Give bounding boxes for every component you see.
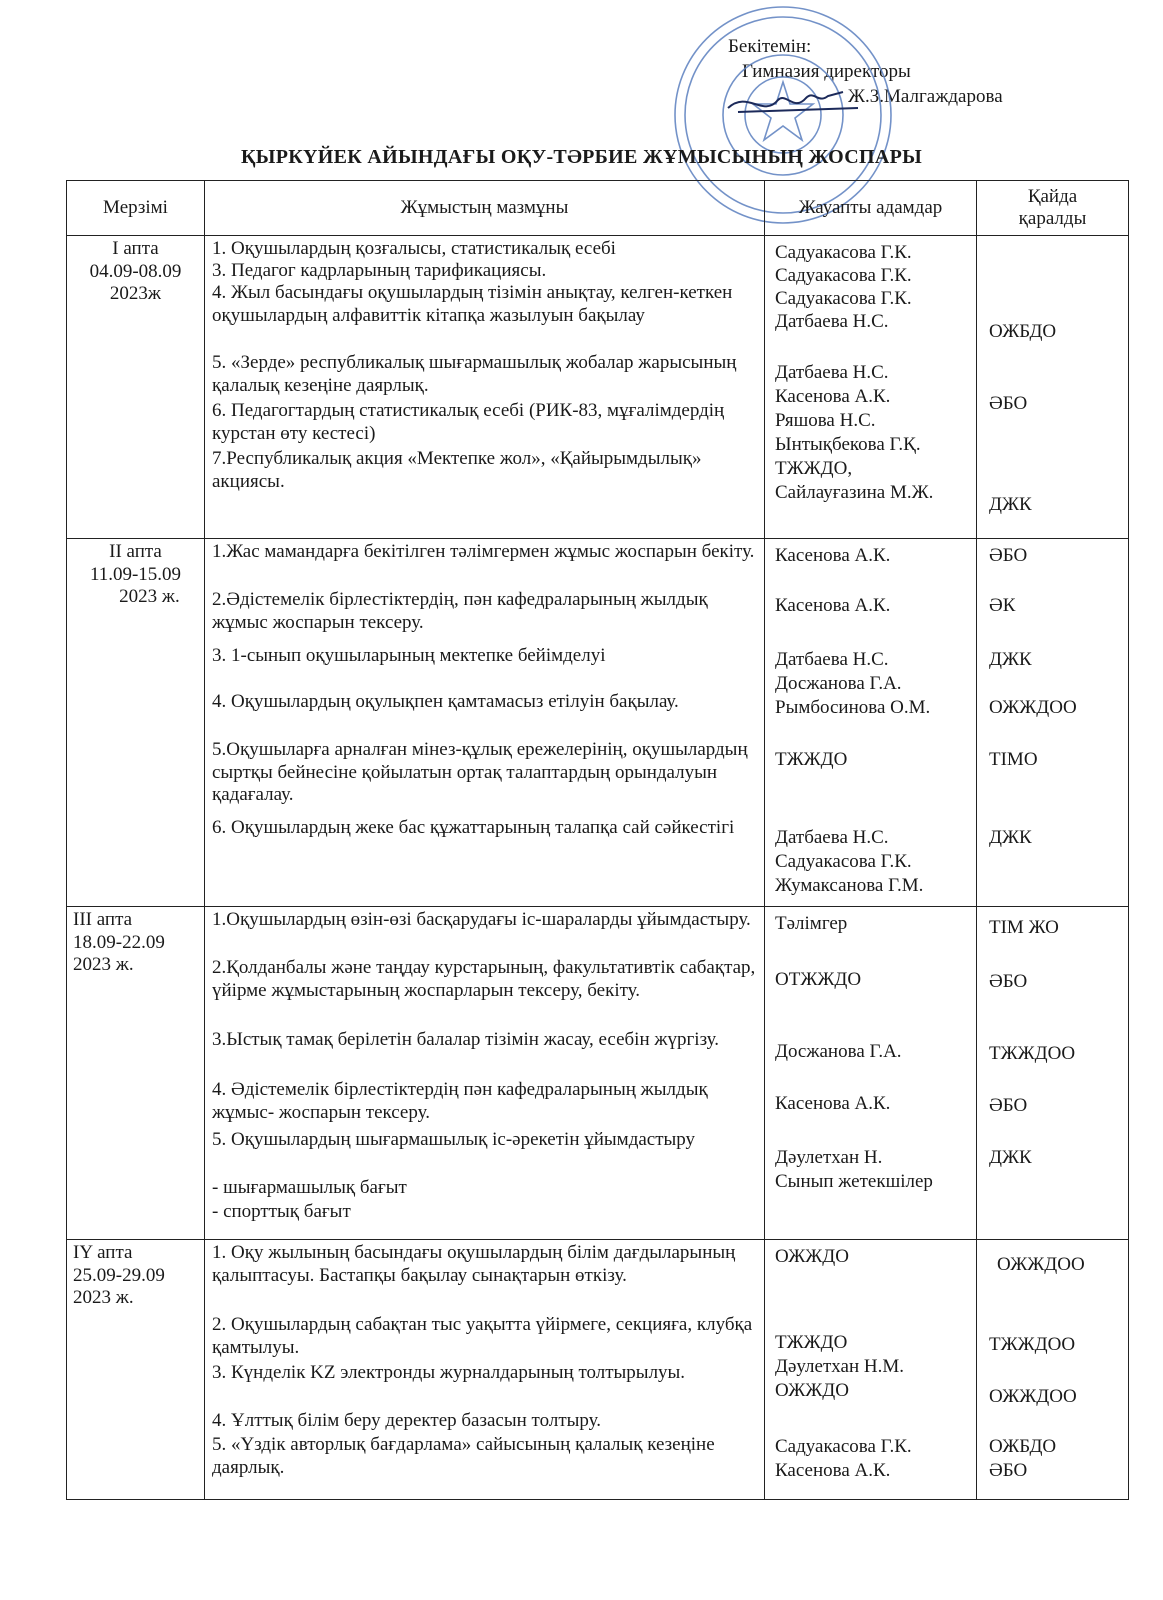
plan-item: 1.Оқушылардың өзін-өзі басқарудағы іс-шараларды ұйымдастыру. (212, 909, 751, 930)
week-content (205, 539, 765, 907)
responsible-person: Ынтықбекова Г.Қ. (775, 434, 921, 455)
week-label: ІІІ апта (73, 909, 133, 930)
week-label: ІY апта (73, 1242, 133, 1263)
review-body: ДЖК (989, 494, 1032, 515)
responsible-person: ТЖЖДО, (775, 458, 853, 479)
table-row (67, 1240, 1129, 1500)
review-body: ОЖЖДОО (997, 1254, 1085, 1275)
week-dates: 25.09-29.09 (73, 1264, 165, 1286)
approval-line-3: Ж.З.Малгаждарова (848, 86, 1003, 107)
review-body: ТЖЖДОО (989, 1043, 1076, 1064)
header-content: Жұмыстың мазмұны (205, 181, 765, 236)
plan-item: 4. Оқушылардың оқулықпен қамтамасыз етілуін бақылау. (212, 691, 679, 712)
plan-item: 4. Жыл басындағы оқушылардың тізімін анықтау, келген-кеткен оқушылардың алфавиттік кітапқа жазылуын бақылау (212, 282, 733, 326)
table-row (67, 539, 1129, 907)
responsible-person: Садуакасова Г.К. (775, 242, 912, 263)
week-responsible (765, 907, 977, 1240)
week-period (67, 1240, 205, 1500)
responsible-person: ТЖЖДО (775, 1332, 848, 1353)
week-period (67, 236, 205, 539)
table-header-row (67, 181, 1129, 236)
responsible-person: Датбаева Н.С. (775, 362, 889, 383)
week-content (205, 907, 765, 1240)
responsible-person: Тәлімгер (775, 913, 848, 934)
table-row (67, 907, 1129, 1240)
week-content (205, 236, 765, 539)
plan-item: 5. «Зерде» республикалық шығармашылық жобалар жарысының қалалық кезеңіне даярлық. (212, 352, 737, 396)
plan-item: 7.Республикалық акция «Мектепке жол», «Қайырымдылық» акциясы. (212, 448, 702, 492)
responsible-person: Садуакасова Г.К. (775, 265, 912, 286)
week-content (205, 1240, 765, 1500)
plan-item: 2.Қолданбалы және таңдау курстарының, факультативтік сабақтар, үйірме жұмыстарының жоспарларын тексеру, бекіту. (212, 957, 756, 1001)
review-body: ОЖЖДОО (989, 1386, 1077, 1407)
week-label: ІІ апта (109, 541, 162, 562)
week-where (977, 907, 1129, 1240)
responsible-person: Датбаева Н.С. (775, 827, 889, 848)
plan-item: 3. 1-сынып оқушыларының мектепке бейімделуі (212, 645, 606, 666)
responsible-person: Жумаксанова Г.М. (775, 875, 924, 896)
plan-item: 4. Әдістемелік бірлестіктердің пән кафедраларының жылдық жұмыс- жоспарын тексеру. (212, 1079, 708, 1123)
plan-item: 6. Педагогтардың статистикалық есебі (РИК-83, мұғалімдердің курстан өту кестесі) (212, 400, 725, 444)
plan-item: 1. Оқушылардың қозғалысы, статистикалық есебі (212, 238, 616, 259)
responsible-person: Касенова А.К. (775, 386, 891, 407)
responsible-person: ТЖЖДО (775, 749, 848, 770)
week-responsible (765, 539, 977, 907)
responsible-person: Садуакасова Г.К. (775, 288, 912, 309)
review-body: ТІМО (989, 749, 1038, 770)
responsible-person: Датбаева Н.С. (775, 311, 889, 332)
approval-line-2: Гимназия директоры (742, 61, 911, 82)
review-body: ОЖБДО (989, 1436, 1057, 1457)
responsible-person: Касенова А.К. (775, 1460, 891, 1481)
week-year: 2023 ж. (73, 1287, 134, 1308)
header-responsible: Жауапты адамдар (765, 181, 977, 236)
plan-item: 4. Ұлттық білім беру деректер базасын толтыру. (212, 1410, 601, 1431)
week-responsible (765, 236, 977, 539)
responsible-person: Касенова А.К. (775, 595, 891, 616)
responsible-person: Досжанова Г.А. (775, 673, 902, 694)
week-dates: 11.09-15.09 (89, 563, 182, 585)
header-where (977, 181, 1129, 236)
week-year: 2023ж (109, 283, 162, 304)
plan-item: 5.Оқушыларға арналған мінез-құлық ережелерінің, оқушылардың сыртқы бейнесіне қойылатын ортақ талаптардың орындалуын қадағалау. (212, 739, 748, 805)
review-body: ӘК (989, 595, 1016, 616)
responsible-person: Ряшова Н.С. (775, 410, 876, 431)
review-body: ӘБО (989, 971, 1028, 992)
plan-item: - спорттық бағыт (212, 1201, 351, 1222)
header-period: Мерзімі (67, 181, 205, 236)
responsible-person: ОЖЖДО (775, 1380, 849, 1401)
review-body: ӘБО (989, 1095, 1028, 1116)
review-body: ДЖК (989, 1147, 1032, 1168)
responsible-person: Сайлауғазина М.Ж. (775, 482, 934, 503)
plan-item: 1. Оқу жылының басындағы оқушылардың білім дағдыларының қалыптасуы. Бастапқы бақылау сынақтарын өткізу. (212, 1242, 736, 1286)
week-responsible (765, 1240, 977, 1500)
review-body: ОЖЖДОО (989, 697, 1077, 718)
week-where (977, 1240, 1129, 1500)
review-body: ТІМ ЖО (989, 917, 1059, 938)
responsible-person: ОЖЖДО (775, 1246, 849, 1267)
responsible-person: Досжанова Г.А. (775, 1041, 902, 1062)
review-body: ДЖК (989, 827, 1032, 848)
week-period (67, 539, 205, 907)
plan-item: 5. Оқушылардың шығармашылық іс-әрекетін ұйымдастыру (212, 1129, 696, 1150)
responsible-person: Садуакасова Г.К. (775, 851, 912, 872)
review-body: ТЖЖДОО (989, 1334, 1076, 1355)
responsible-person: Касенова А.К. (775, 545, 891, 566)
week-dates: 18.09-22.09 (73, 931, 165, 953)
responsible-person: ОТЖЖДО (775, 969, 862, 990)
review-body: ӘБО (989, 1460, 1028, 1481)
signature-icon (728, 92, 858, 112)
plan-item: 1.Жас мамандарға бекітілген тәлімгермен жұмыс жоспарын бекіту. (212, 541, 755, 562)
plan-item: - шығармашылық бағыт (212, 1177, 407, 1198)
responsible-person: Сынып жетекшілер (775, 1171, 933, 1192)
week-label: І апта (112, 238, 159, 259)
review-body: ӘБО (989, 393, 1028, 414)
week-year: 2023 ж. (73, 954, 134, 975)
review-body: ОЖБДО (989, 321, 1057, 342)
plan-item: 3. Педагог кадрларының тарификациясы. (212, 260, 547, 281)
plan-item: 5. «Үздік авторлық бағдарлама» сайысының қалалық кезеңіне даярлық. (212, 1434, 715, 1478)
page-title: ҚЫРКҮЙЕК АЙЫНДАҒЫ ОҚУ-ТӘРБИЕ ЖҰМЫСЫНЫҢ ЖОСПАРЫ (240, 146, 923, 168)
responsible-person: Рымбосинова О.М. (775, 697, 931, 718)
plan-item: 2.Әдістемелік бірлестіктердің, пән кафедраларының жылдық жұмыс жоспарын тексеру. (212, 589, 708, 633)
plan-item: 3.Ыстық тамақ берілетін балалар тізімін жасау, есебін жүргізу. (212, 1029, 720, 1050)
week-year: 2023 ж. (119, 586, 180, 607)
header-where-text: Қайда қаралды (1018, 185, 1087, 229)
responsible-person: Дәулетхан Н.М. (775, 1356, 904, 1377)
responsible-person: Садуакасова Г.К. (775, 1436, 912, 1457)
plan-item: 6. Оқушылардың жеке бас құжаттарының талапқа сай сәйкестігі (212, 817, 735, 838)
week-where (977, 539, 1129, 907)
review-body: ӘБО (989, 545, 1028, 566)
plan-item: 3. Күнделік KZ электронды журналдарының толтырылуы. (212, 1362, 686, 1383)
plan-table (66, 180, 1129, 1500)
responsible-person: Дәулетхан Н. (775, 1147, 883, 1168)
week-where (977, 236, 1129, 539)
week-period (67, 907, 205, 1240)
plan-item: 2. Оқушылардың сабақтан тыс уақытта үйірмеге, секцияға, клубқа қамтылуы. (212, 1314, 753, 1358)
approval-line-1: Бекітемін: (728, 36, 812, 57)
week-dates: 04.09-08.09 (89, 260, 182, 282)
responsible-person: Датбаева Н.С. (775, 649, 889, 670)
table-row (67, 236, 1129, 539)
review-body: ДЖК (989, 649, 1032, 670)
responsible-person: Касенова А.К. (775, 1093, 891, 1114)
